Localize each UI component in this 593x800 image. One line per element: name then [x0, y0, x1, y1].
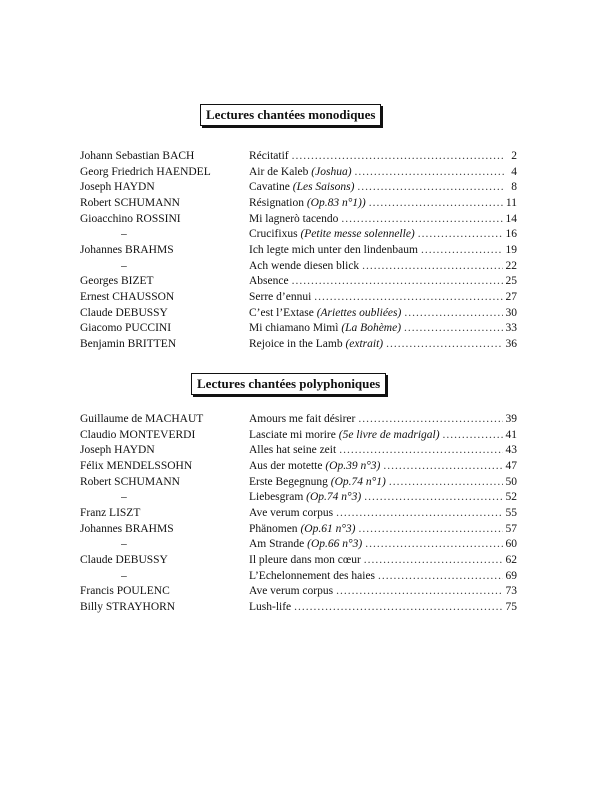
page-number: 41 — [505, 428, 517, 441]
dot-leader — [355, 164, 504, 180]
dot-leader — [386, 336, 502, 352]
work-title: L’Echelonnement des haies — [249, 569, 376, 582]
toc-entry[interactable] — [0, 552, 593, 568]
page-number: 43 — [505, 444, 517, 457]
toc-entry[interactable] — [0, 442, 593, 458]
page-number: 33 — [505, 322, 517, 335]
dot-leader — [378, 568, 502, 584]
dot-leader — [404, 305, 502, 321]
work-title: Ave verum corpus — [249, 585, 334, 598]
work-title-line — [249, 568, 517, 584]
dot-leader — [364, 552, 503, 568]
dot-leader — [294, 599, 502, 615]
composer-name: – — [121, 491, 127, 504]
dot-leader — [389, 474, 503, 490]
work-title-line — [249, 458, 517, 474]
work-title: Erste Begegnung (Op.74 n°1) — [249, 475, 386, 488]
work-subtitle: (Op.61 n°3) — [300, 522, 356, 535]
dot-leader — [369, 195, 503, 211]
page-number: 8 — [511, 181, 517, 194]
page-number: 69 — [505, 569, 517, 582]
work-title-line — [249, 521, 517, 537]
work-title: Crucifixus (Petite messe solennelle) — [249, 228, 415, 241]
work-title-line — [249, 474, 517, 490]
toc-entry[interactable] — [0, 320, 593, 336]
toc-entry[interactable] — [0, 336, 593, 352]
composer-name: Giacomo PUCCINI — [80, 322, 172, 335]
page-number: 4 — [511, 165, 517, 178]
work-title: Air de Kaleb (Joshua) — [249, 165, 352, 178]
dot-leader — [359, 521, 503, 537]
dot-leader — [383, 458, 502, 474]
work-subtitle: (Les Saisons) — [292, 181, 355, 194]
toc-entry[interactable] — [0, 195, 593, 211]
toc-entry[interactable] — [0, 148, 593, 164]
work-title: Ach wende diesen blick — [249, 259, 360, 272]
work-title-line — [249, 242, 517, 258]
work-title: Cavatine (Les Saisons) — [249, 181, 355, 194]
toc-entry[interactable] — [0, 211, 593, 227]
dot-leader — [443, 427, 503, 443]
page-number: 73 — [505, 585, 517, 598]
section-title-polyphoniques: Lectures chantées polyphoniques — [191, 373, 386, 395]
work-subtitle: (Op.66 n°3) — [307, 538, 363, 551]
toc-entry[interactable] — [0, 521, 593, 537]
work-subtitle: (Petite messe solennelle) — [300, 228, 415, 241]
composer-name: Johannes BRAHMS — [80, 243, 174, 256]
toc-entry[interactable] — [0, 164, 593, 180]
work-title: Alles hat seine zeit — [249, 444, 337, 457]
dot-leader — [357, 179, 504, 195]
dot-leader — [339, 442, 502, 458]
work-title-line — [249, 305, 517, 321]
composer-name: – — [121, 569, 127, 582]
toc-entry[interactable] — [0, 411, 593, 427]
page-number: 52 — [505, 491, 517, 504]
toc-entry[interactable] — [0, 458, 593, 474]
page-number: 27 — [505, 290, 517, 303]
dot-leader — [418, 226, 503, 242]
page-number: 75 — [505, 600, 517, 613]
work-title-line — [249, 599, 517, 615]
toc-entry[interactable] — [0, 273, 593, 289]
dot-leader — [364, 489, 502, 505]
work-title-line — [249, 258, 517, 274]
composer-name: Franz LISZT — [80, 506, 141, 519]
work-title-line — [249, 179, 517, 195]
work-title-line — [249, 164, 517, 180]
toc-entry[interactable] — [0, 179, 593, 195]
work-title: Absence — [249, 275, 289, 288]
toc-entry[interactable] — [0, 599, 593, 615]
toc-entry[interactable] — [0, 305, 593, 321]
composer-name: Georges BIZET — [80, 275, 154, 288]
page-number: 57 — [505, 522, 517, 535]
dot-leader — [336, 505, 502, 521]
work-subtitle: (Ariettes oubliées) — [316, 306, 402, 319]
toc-entry[interactable] — [0, 258, 593, 274]
work-title: Rejoice in the Lamb (extrait) — [249, 337, 384, 350]
work-title-line — [249, 195, 517, 211]
work-title-line — [249, 273, 517, 289]
work-title: Aus der motette (Op.39 n°3) — [249, 459, 381, 472]
toc-entry[interactable] — [0, 536, 593, 552]
composer-name: Benjamin BRITTEN — [80, 337, 177, 350]
work-title: Amours me fait désirer — [249, 413, 356, 425]
toc-entry[interactable] — [0, 242, 593, 258]
composer-name: Johannes BRAHMS — [80, 522, 174, 535]
composer-name: Joseph HAYDN — [80, 181, 155, 194]
composer-name: Johann Sebastian BACH — [80, 150, 195, 162]
work-title-line — [249, 427, 517, 443]
work-title: Mi chiamano Mimì (La Bohème) — [249, 322, 402, 335]
work-subtitle: (La Bohème) — [341, 322, 402, 335]
composer-name: Guillaume de MACHAUT — [80, 413, 204, 425]
page-number: 50 — [505, 475, 517, 488]
dot-leader — [365, 536, 502, 552]
dot-leader — [358, 411, 502, 427]
work-title: Phänomen (Op.61 n°3) — [249, 522, 356, 535]
work-subtitle: (Op.83 n°1)) — [306, 196, 366, 209]
composer-name: Ernest CHAUSSON — [80, 290, 175, 303]
work-title-line — [249, 536, 517, 552]
composer-name: Francis POULENC — [80, 585, 170, 598]
page-number: 30 — [505, 306, 517, 319]
work-subtitle: (extrait) — [345, 337, 384, 350]
work-title: Mi lagnerò tacendo — [249, 212, 339, 225]
work-subtitle: (Joshua) — [311, 165, 352, 178]
toc-entry[interactable] — [0, 505, 593, 521]
composer-name: – — [121, 228, 127, 241]
page-number: 16 — [505, 228, 517, 241]
work-title: Am Strande (Op.66 n°3) — [249, 538, 363, 551]
toc-entry[interactable] — [0, 474, 593, 490]
work-subtitle: (Op.74 n°1) — [330, 475, 386, 488]
work-title-line — [249, 505, 517, 521]
work-title: Il pleure dans mon cœur — [249, 553, 361, 566]
composer-name: Georg Friedrich HAENDEL — [80, 165, 211, 178]
work-title-line — [249, 289, 517, 305]
composer-name: Claude DEBUSSY — [80, 306, 168, 319]
work-title: Liebesgram (Op.74 n°3) — [249, 491, 362, 504]
composer-name: Claude DEBUSSY — [80, 553, 168, 566]
page-number: 39 — [505, 413, 517, 425]
page-number: 22 — [505, 259, 517, 272]
composer-name: Robert SCHUMANN — [80, 196, 180, 209]
page-number: 60 — [505, 538, 517, 551]
page-number: 36 — [505, 337, 517, 350]
work-title: Ave verum corpus — [249, 506, 334, 519]
dot-leader — [341, 211, 502, 227]
work-subtitle: (Op.39 n°3) — [325, 459, 381, 472]
work-title-line — [249, 336, 517, 352]
composer-name: Billy STRAYHORN — [80, 600, 176, 613]
page-number: 55 — [505, 506, 517, 519]
toc-entry[interactable] — [0, 226, 593, 242]
work-title: Ich legte mich unter den lindenbaum — [249, 243, 418, 256]
work-title-line — [249, 320, 517, 336]
work-subtitle: (Op.74 n°3) — [306, 491, 362, 504]
page-number: 11 — [505, 196, 517, 209]
work-title: Résignation (Op.83 n°1)) — [249, 196, 366, 209]
dot-leader — [314, 289, 502, 305]
toc-entry[interactable] — [0, 289, 593, 305]
composer-name: Claudio MONTEVERDI — [80, 428, 196, 441]
work-title-line — [249, 489, 517, 505]
work-title: Récitatif — [249, 150, 289, 162]
page-number: 14 — [505, 212, 517, 225]
toc-entry[interactable] — [0, 489, 593, 505]
work-title-line — [249, 211, 517, 227]
composer-name: Félix MENDELSSOHN — [80, 459, 193, 472]
page-number: 19 — [505, 243, 517, 256]
page-number: 62 — [505, 553, 517, 566]
work-title: C’est l’Extase (Ariettes oubliées) — [249, 306, 402, 319]
dot-leader — [292, 148, 504, 164]
composer-name: Robert SCHUMANN — [80, 475, 180, 488]
dot-leader — [292, 273, 503, 289]
work-subtitle: (5e livre de madrigal) — [338, 428, 440, 441]
work-title-line — [249, 148, 517, 164]
work-title-line — [249, 583, 517, 599]
composer-name: Joseph HAYDN — [80, 444, 155, 457]
work-title: Lush-life — [249, 600, 292, 613]
page-number: 2 — [511, 150, 517, 162]
dot-leader — [336, 583, 502, 599]
toc-entry[interactable] — [0, 568, 593, 584]
composer-name: – — [121, 259, 127, 272]
work-title-line — [249, 552, 517, 568]
composer-name: Gioacchino ROSSINI — [80, 212, 181, 225]
work-title-line — [249, 411, 517, 427]
work-title: Lasciate mi morire (5e livre de madrigal) — [249, 428, 440, 441]
dot-leader — [404, 320, 502, 336]
work-title-line — [249, 442, 517, 458]
page-number: 25 — [505, 275, 517, 288]
toc-entry[interactable] — [0, 583, 593, 599]
work-title: Serre d’ennui — [249, 290, 312, 303]
dot-leader — [362, 258, 502, 274]
dot-leader — [421, 242, 503, 258]
composer-name: – — [121, 538, 127, 551]
page-number: 47 — [505, 459, 517, 472]
section-title-monodiques: Lectures chantées monodiques — [200, 104, 381, 126]
work-title-line — [249, 226, 517, 242]
toc-entry[interactable] — [0, 427, 593, 443]
